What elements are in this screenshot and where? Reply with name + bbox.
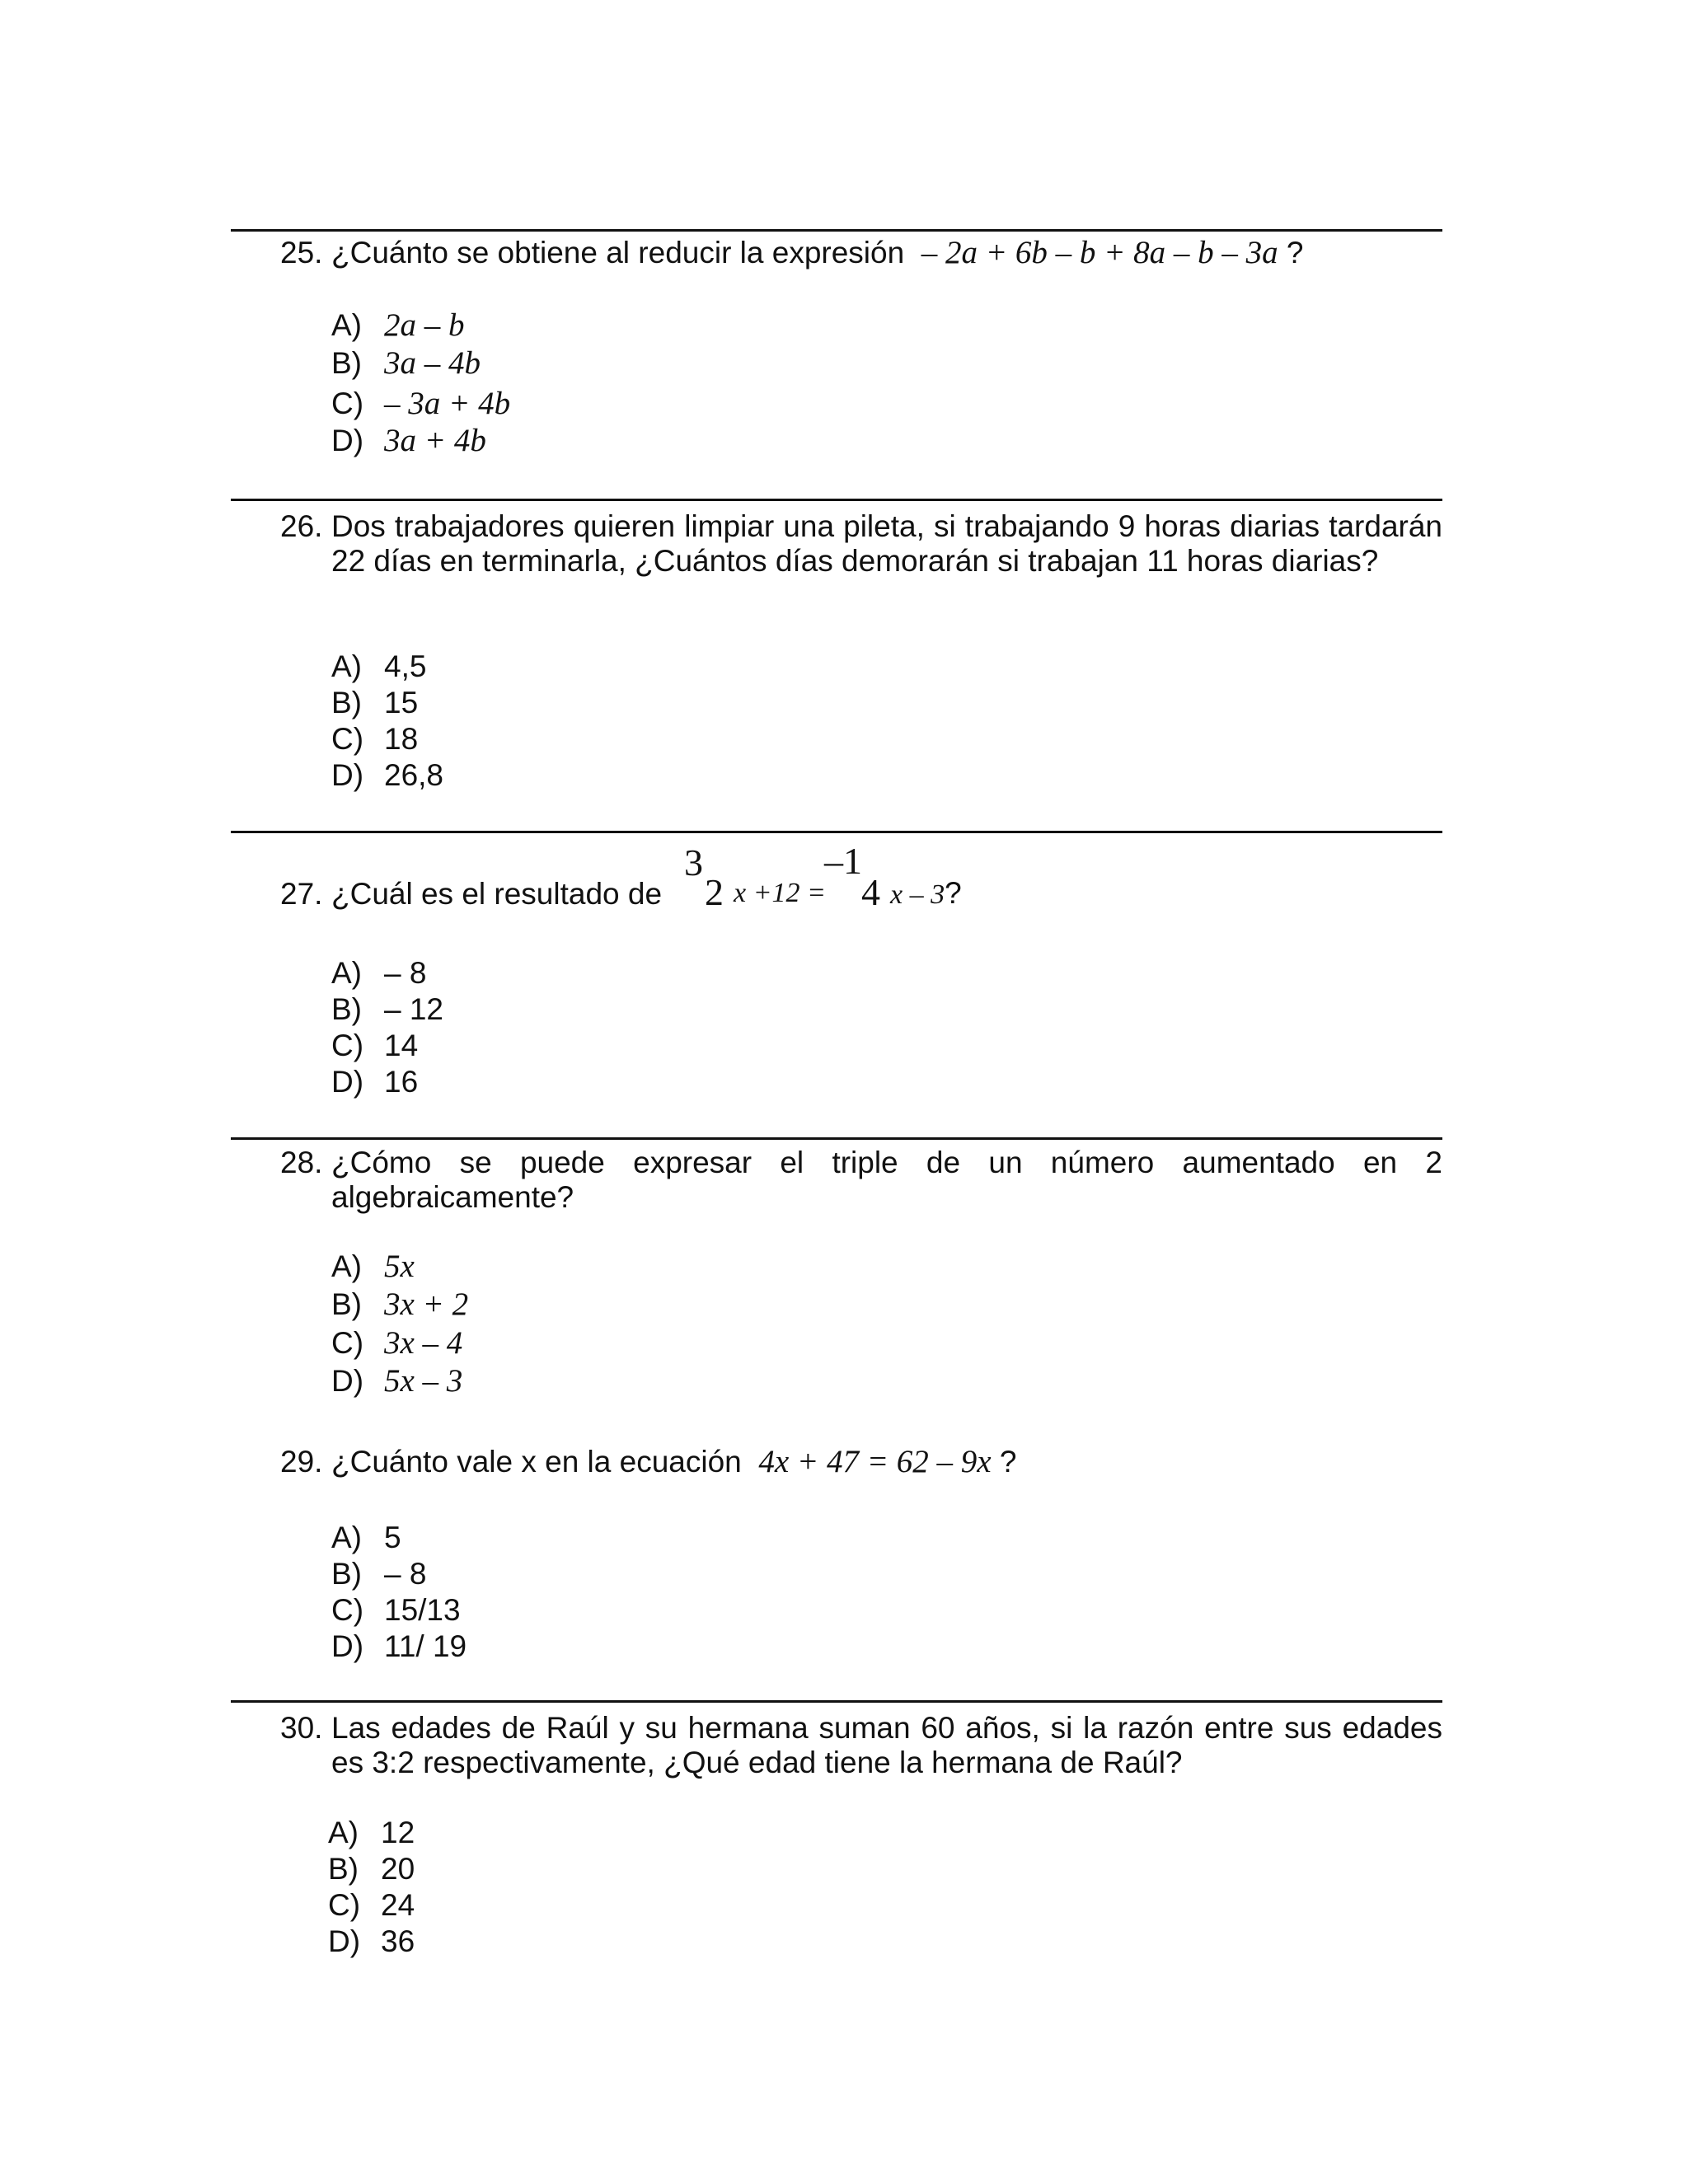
math-expression: 4x + 47 = 62 – 9x (758, 1444, 992, 1479)
question-28 (280, 1146, 1442, 1215)
question-text: Las edades de Raúl y su hermana suman 60 años, si la razón entre sus edades es 3:2 respectivamente, ¿Qué edad tiene la hermana de Raúl? (331, 1711, 1442, 1779)
option-a: A) 5 (331, 1521, 401, 1554)
question-number: 27. (280, 877, 323, 911)
fraction-numerator: –1 (824, 840, 862, 882)
option-b: B) 20 (328, 1852, 415, 1886)
option-c: C) 24 (328, 1888, 415, 1922)
question-number: 25. (280, 236, 323, 269)
fraction-numerator: 3 (684, 841, 703, 883)
option-b: B) 3x + 2 (331, 1286, 469, 1322)
option-d: D) 11/ 19 (331, 1629, 467, 1663)
question-number: 28. (280, 1146, 323, 1179)
option-a: A) – 8 (331, 956, 427, 990)
option-a: A) 4,5 (331, 649, 427, 683)
question-text: ¿Cuánto se obtiene al reducir la expresión – 2a + 6b – b + 8a – b – 3a ? (331, 235, 1304, 270)
option-b: B) – 12 (331, 992, 444, 1026)
question-text: ¿Cómo se puede expresar el triple de un número aumentado en 2 algebraicamente? (331, 1146, 1442, 1214)
math-expression: – 2a + 6b – b + 8a – b – 3a (921, 235, 1278, 270)
option-d: D) 5x – 3 (331, 1363, 463, 1399)
option-c: C) 18 (331, 722, 419, 756)
question-29 (280, 1445, 1442, 1479)
divider (231, 831, 1442, 833)
question-26 (280, 509, 1442, 579)
option-c: C) 14 (331, 1029, 419, 1062)
question-number: 30. (280, 1711, 323, 1745)
divider (231, 1137, 1442, 1140)
option-b: B) – 8 (331, 1557, 427, 1591)
option-a: A) 2a – b (331, 307, 465, 343)
option-c: C) – 3a + 4b (331, 386, 511, 421)
question-text: ¿Cuánto vale x en la ecuación 4x + 47 = 62 – 9x ? (331, 1444, 1017, 1479)
option-d: D) 26,8 (331, 758, 444, 792)
option-b: B) 15 (331, 686, 419, 719)
question-number: 29. (280, 1445, 323, 1479)
option-d: D) 36 (328, 1924, 415, 1958)
math-expression: x +12 = (734, 878, 826, 908)
divider (231, 499, 1442, 501)
question-number: 26. (280, 509, 323, 543)
option-b: B) 3a – 4b (331, 345, 481, 381)
fraction-denominator: 2 (705, 871, 724, 913)
option-a: A) 5x (331, 1249, 415, 1284)
math-expression: x – 3? (890, 876, 962, 910)
divider (231, 1700, 1442, 1703)
option-a: A) 12 (328, 1816, 415, 1849)
fraction-denominator: 4 (861, 871, 880, 913)
option-c: C) 3x – 4 (331, 1325, 463, 1361)
option-d: D) 16 (331, 1065, 419, 1099)
option-c: C) 15/13 (331, 1593, 461, 1627)
question-30 (280, 1711, 1442, 1780)
question-text: ¿Cuál es el resultado de (331, 877, 663, 911)
question-text: Dos trabajadores quieren limpiar una pileta, si trabajando 9 horas diarias tardarán 22 días en terminarla, ¿Cuántos días demorarán si trabajan 11 horas diarias? (331, 509, 1442, 578)
question-25 (280, 236, 1442, 270)
option-d: D) 3a + 4b (331, 423, 486, 458)
divider (231, 229, 1442, 232)
